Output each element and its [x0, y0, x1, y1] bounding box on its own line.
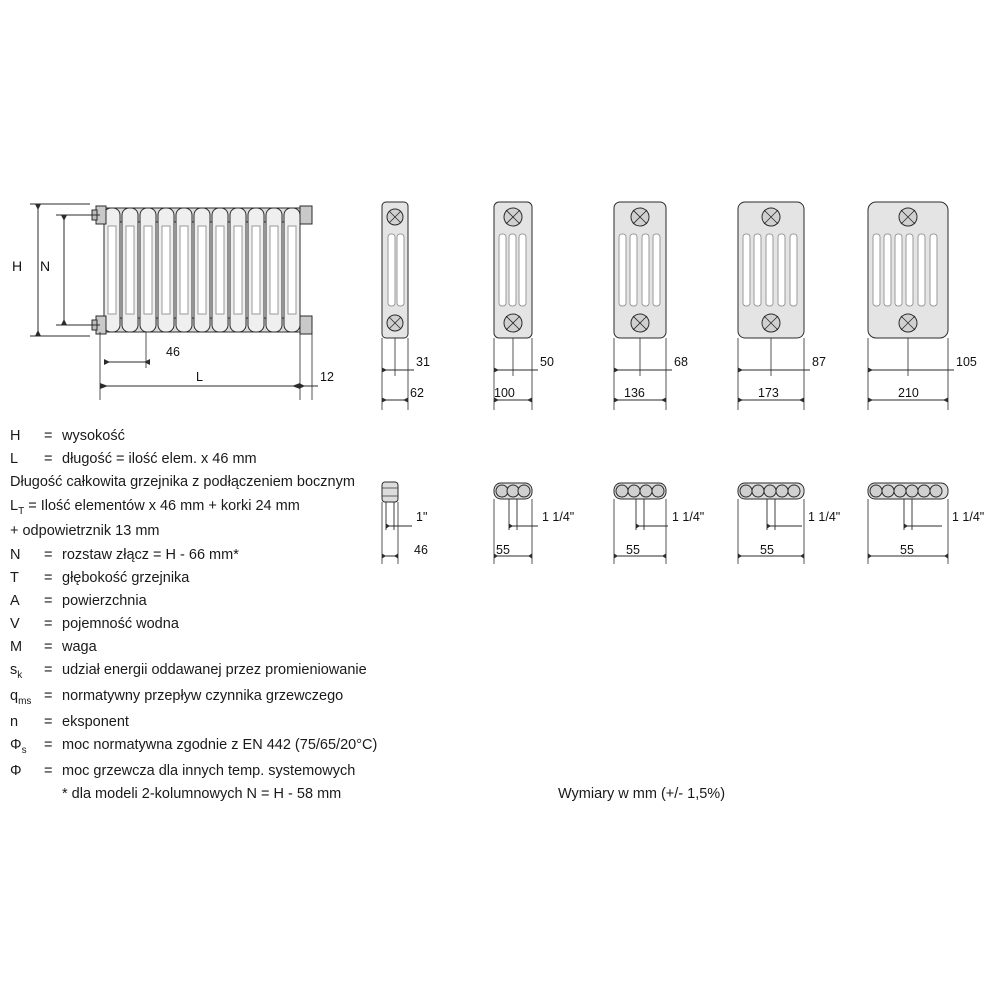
front-view-dim-46: 46	[166, 345, 180, 359]
legend-text-N: rozstaw złącz = H - 66 mm*	[62, 546, 239, 563]
legend-text-qms: normatywny przepływ czynnika grzewczego	[62, 688, 344, 705]
connection-thread-1: 1"	[416, 510, 428, 524]
section-view-5-column	[730, 198, 880, 428]
front-view-label-H: H	[12, 258, 23, 274]
legend-list	[10, 428, 480, 810]
connection-svg-3	[604, 478, 744, 598]
legend-symbol-sk-sub: k	[17, 670, 23, 682]
legend-equals-A: =	[44, 592, 53, 609]
section-view-2-column	[368, 198, 488, 428]
legend-row-A	[10, 593, 480, 610]
connection-view-3	[604, 478, 744, 598]
connection-svg-2	[482, 478, 612, 598]
section-dim-outer-6col: 210	[898, 386, 919, 400]
connection-view-5	[862, 478, 1000, 598]
legend-text-phi-s: moc normatywna zgodnie z EN 442 (75/65/20°C)	[62, 737, 378, 754]
legend-text-sk: udział energii oddawanej przez promieniowanie	[62, 662, 367, 679]
section-dim-inner-3col: 50	[540, 355, 554, 369]
legend-row-n	[10, 714, 480, 731]
legend-row-T	[10, 570, 480, 587]
legend-equals-N: =	[44, 546, 53, 563]
section-view-6-column	[862, 198, 1000, 428]
section-dim-outer-3col: 100	[494, 386, 515, 400]
legend-footnote: * dla modeli 2-kolumnowych N = H - 58 mm	[62, 786, 342, 803]
legend-symbol-phi: Φ	[10, 763, 22, 780]
connection-dim-4: 55	[760, 543, 774, 557]
legend-equals-L: =	[44, 451, 53, 468]
legend-text-n: eksponent	[62, 714, 129, 731]
legend-row-phi	[10, 763, 480, 780]
legend-equals-qms: =	[44, 688, 53, 705]
legend-symbol-sk-base: s	[10, 662, 18, 679]
section-view-4-column	[604, 198, 744, 428]
connection-thread-5: 1 1/4"	[952, 510, 985, 524]
section-dim-inner-4col: 68	[674, 355, 688, 369]
legend-equals-M: =	[44, 639, 53, 656]
legend-text-A: powierzchnia	[62, 592, 147, 609]
legend-note-total-length: Długość całkowita grzejnika z podłączeniem bocznym	[10, 474, 355, 491]
legend-note-vent: + odpowietrznik 13 mm	[10, 523, 160, 540]
legend-text-T: głębokość grzejnika	[62, 569, 190, 586]
section-dim-outer-5col: 173	[758, 386, 779, 400]
legend-symbol-L: L	[10, 451, 19, 468]
section-svg-6col	[862, 198, 1000, 428]
section-dim-inner-5col: 87	[812, 355, 826, 369]
connection-thread-3: 1 1/4"	[672, 510, 705, 524]
legend-symbol-T: T	[10, 569, 19, 586]
connection-dim-3: 55	[626, 543, 640, 557]
legend-row-M	[10, 639, 480, 656]
legend-text-H: wysokość	[62, 428, 125, 444]
front-view-dim-L: L	[196, 370, 203, 384]
legend-row-qms	[10, 688, 480, 707]
section-dim-inner-6col: 105	[956, 355, 977, 369]
connection-dim-2: 55	[496, 543, 510, 557]
connection-view-4	[730, 478, 880, 598]
section-svg-5col	[730, 198, 880, 428]
legend-text-L: długość = ilość elem. x 46 mm	[62, 451, 257, 468]
legend-note-lt-sub: T	[18, 505, 25, 517]
legend-row-V	[10, 616, 480, 633]
legend-row-H	[10, 428, 480, 445]
legend-row-phi-s	[10, 737, 480, 756]
connection-thread-4: 1 1/4"	[808, 510, 841, 524]
legend-text-M: waga	[62, 639, 97, 656]
legend-symbol-qms-base: q	[10, 688, 19, 705]
front-view-svg	[0, 190, 360, 430]
legend-equals-T: =	[44, 569, 53, 586]
legend-text-V: pojemność wodna	[62, 616, 179, 633]
front-view-drawing	[0, 190, 360, 430]
legend-equals-phi-s: =	[44, 737, 53, 754]
legend-note-lt-symbol: L	[10, 497, 19, 514]
legend-note-lt	[10, 498, 480, 517]
legend-symbol-A: A	[10, 592, 20, 609]
legend-symbol-phi-s-base: Φ	[10, 737, 22, 754]
legend-symbol-H: H	[10, 428, 21, 444]
legend-text-phi: moc grzewcza dla innych temp. systemowych	[62, 763, 356, 780]
connection-dim-1: 46	[414, 543, 428, 557]
legend-equals-phi: =	[44, 763, 53, 780]
connection-thread-2: 1 1/4"	[542, 510, 575, 524]
legend-symbol-qms	[10, 688, 44, 707]
legend-symbol-n: n	[10, 714, 19, 731]
legend-symbol-V: V	[10, 616, 20, 633]
legend-equals-n: =	[44, 714, 53, 731]
legend-symbol-sk	[10, 662, 44, 681]
legend-equals-sk: =	[44, 662, 53, 679]
connection-svg-4	[730, 478, 880, 598]
legend-note-lt-rest: = Ilość elementów x 46 mm + korki 24 mm	[24, 497, 300, 514]
section-dim-outer-2col: 62	[410, 386, 424, 400]
legend-row-N	[10, 547, 480, 564]
units-note: Wymiary w mm (+/- 1,5%)	[558, 786, 726, 802]
section-view-3-column	[482, 198, 612, 428]
connection-view-2	[482, 478, 612, 598]
legend-row-L	[10, 451, 480, 468]
legend-symbol-phi-s-sub: s	[21, 745, 27, 757]
connection-dim-5: 55	[900, 543, 914, 557]
legend-equals-V: =	[44, 616, 53, 633]
legend-row-sk	[10, 662, 480, 681]
section-svg-2col	[368, 198, 488, 428]
section-dim-inner-2col: 31	[416, 355, 430, 369]
connection-svg-5	[862, 478, 1000, 598]
legend-symbol-phi-s	[10, 737, 44, 756]
legend-symbol-qms-sub: ms	[18, 696, 32, 708]
section-dim-outer-4col: 136	[624, 386, 645, 400]
front-view-dim-12: 12	[320, 370, 334, 384]
legend-symbol-M: M	[10, 639, 23, 656]
legend-symbol-N: N	[10, 546, 21, 563]
legend-equals-H: =	[44, 428, 53, 444]
front-view-label-N: N	[40, 258, 51, 274]
